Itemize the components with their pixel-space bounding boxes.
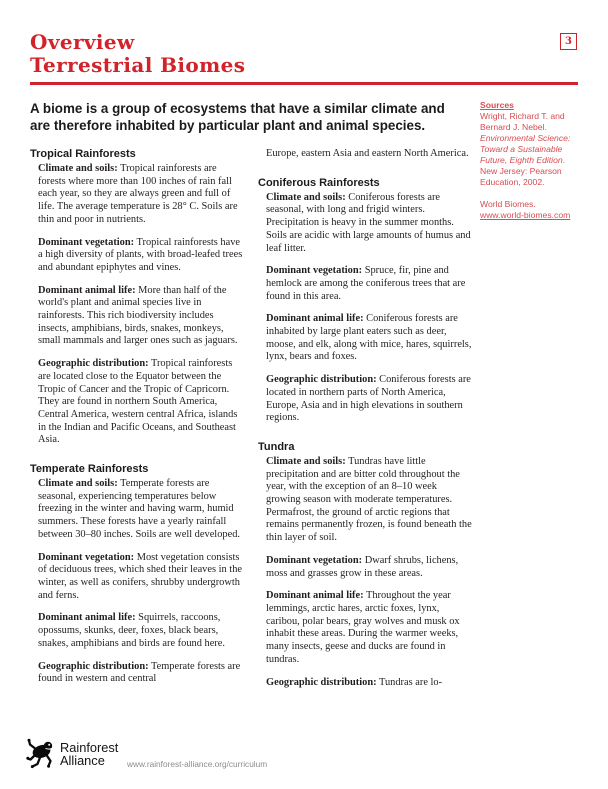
paragraph: Dominant vegetation: Tropical rainforests have a high diversity of plants, with broad-leafed trees and abundant epiphytes and vines. <box>38 236 243 273</box>
page-number-badge: 3 <box>560 33 577 50</box>
paragraph: Climate and soils: Temperate forests are seasonal, experiencing temperatures below freezing in the winter and having warm, humid summers. These forests have a yearly rainfall between 30–80 inches. Soils are well developed. <box>38 478 240 540</box>
paragraph-label: Climate and soils: <box>266 455 346 467</box>
paragraph-label: Climate and soils: <box>38 478 118 490</box>
logo-text-line2: Alliance <box>60 753 105 768</box>
paragraph-continuation: Europe, eastern Asia and eastern North America. <box>266 148 469 159</box>
section-heading: Tropical Rainforests <box>30 148 136 160</box>
paragraph: Dominant vegetation: Spruce, fir, pine and hemlock are among the coniferous trees that are found in this area. <box>266 265 466 302</box>
world-biomes-link[interactable]: www.world-biomes.com <box>480 210 571 220</box>
paragraph: Dominant vegetation: Most vegetation consists of deciduous trees, which shed their leaves in the winter, as well as conifers, shrubby undergrowth and ferns. <box>38 551 242 601</box>
paragraph-label: Dominant animal life: <box>266 313 364 325</box>
content-columns <box>30 148 472 699</box>
citation-authors: Wright, Richard T. and Bernard J. Nebel. <box>480 111 565 132</box>
left-column <box>30 148 244 699</box>
citation-title: Environmental Science: Toward a Sustainable Future, Eighth Edition <box>480 133 571 165</box>
paragraph-label: Climate and soils: <box>266 191 346 203</box>
header-rule <box>30 82 578 85</box>
sources-heading: Sources <box>480 100 514 110</box>
paragraph: Geographic distribution: Temperate forests are found in western and central <box>38 660 241 685</box>
intro-line1: A biome is a group of ecosystems that have a similar climate and <box>30 101 445 116</box>
citation-publisher: . New Jersey: Pearson Education, 2002. <box>480 155 566 187</box>
paragraph-label: Dominant vegetation: <box>38 236 135 248</box>
intro-text <box>30 100 480 135</box>
sources-sidebar <box>480 100 581 232</box>
frog-icon <box>26 738 56 770</box>
paragraph-label: Dominant vegetation: <box>266 265 363 277</box>
paragraph: Geographic distribution: Coniferous forests are located in northern parts of North America, Europe, Asia and in high elevations in southern regions. <box>266 374 471 424</box>
paragraph: Dominant animal life: Squirrels, raccoons, opossums, skunks, deer, foxes, black bears, snakes, amphibians and birds are found here. <box>38 612 225 649</box>
paragraph-label: Dominant vegetation: <box>266 554 363 566</box>
paragraph-label: Geographic distribution: <box>266 374 377 386</box>
page-title <box>30 31 245 77</box>
rainforest-alliance-logo <box>26 738 118 770</box>
paragraph: Climate and soils: Tropical rainforests are forests where more than 100 inches of rain fall each year, so they are always green and full of life. The average temperature is 28° C. Soils are thin and poor in nutrients. <box>38 163 238 225</box>
footer-url: www.rainforest-alliance.org/curriculum <box>127 759 268 769</box>
paragraph-label: Dominant animal life: <box>38 612 136 624</box>
section-heading: Temperate Rainforests <box>30 463 149 476</box>
paragraph: Dominant animal life: Coniferous forests are inhabited by large plant eaters such as deer, moose, and elk, along with mice, hares, squirrels, lynx, bears and foxes. <box>266 313 472 363</box>
paragraph: Geographic distribution: Tundras are lo- <box>266 676 443 688</box>
paragraph-label: Geographic distribution: <box>38 660 149 672</box>
page-title-line2: Terrestrial Biomes <box>30 53 246 77</box>
right-column <box>258 148 472 699</box>
section-heading: Coniferous Rainforests <box>258 176 380 189</box>
paragraph-label: Climate and soils: <box>38 163 118 174</box>
paragraph-label: Dominant animal life: <box>266 590 364 602</box>
source-citation-2 <box>480 199 581 221</box>
logo-text <box>60 741 118 768</box>
logo-text-line1: Rainforest <box>60 739 119 755</box>
paragraph-label: Dominant animal life: <box>38 284 136 296</box>
section-heading: Tundra <box>258 440 295 453</box>
paragraph: Dominant vegetation: Dwarf shrubs, lichens, moss and grasses grow in these areas. <box>266 554 459 579</box>
citation-name: World Biomes. <box>480 199 536 209</box>
page-title-line1: Overview <box>30 30 135 54</box>
paragraph: Dominant animal life: Throughout the year lemmings, arctic hares, arctic foxes, lynx, caribou, polar bears, gray wolves and musk ox inhabit these areas. During the warmer weeks, many insects, geese and ducks are found in tundras. <box>266 590 460 665</box>
paragraph: Geographic distribution: Tropical rainforests are located close to the Equator between the Tropic of Cancer and the Tropic of Capricorn. They are found in northern South America, Central America, western central Africa, islands in the Indian and Pacific Oceans, and Southeast Asia. <box>38 358 238 446</box>
paragraph: Dominant animal life: More than half of the world's plant and animal species live in rainforests. This rich biodiversity includes insects, amphibians, birds, snakes, monkeys, small mammals and larger ones such as jaguars. <box>38 284 238 347</box>
intro-line2: are therefore inhabited by particular plant and animal species. <box>30 118 426 134</box>
paragraph: Climate and soils: Tundras have little precipitation and are bitter cold throughout the year, with the exception of an 8–10 week growing season with moderate temperatures. Permafrost, the ground of arctic regions that remains permanently frozen, is found beneath the thin layer of soil. <box>266 455 472 544</box>
paragraph: Climate and soils: Coniferous forests are seasonal, with long and frigid winters. Precipitation is heavy in the summer months. Soils are acidic with large amounts of humus and leaf litter. <box>266 191 471 254</box>
paragraph-label: Geographic distribution: <box>38 358 149 370</box>
paragraph-label: Geographic distribution: <box>266 676 377 688</box>
source-citation-1 <box>480 111 581 188</box>
paragraph-label: Dominant vegetation: <box>38 551 135 563</box>
